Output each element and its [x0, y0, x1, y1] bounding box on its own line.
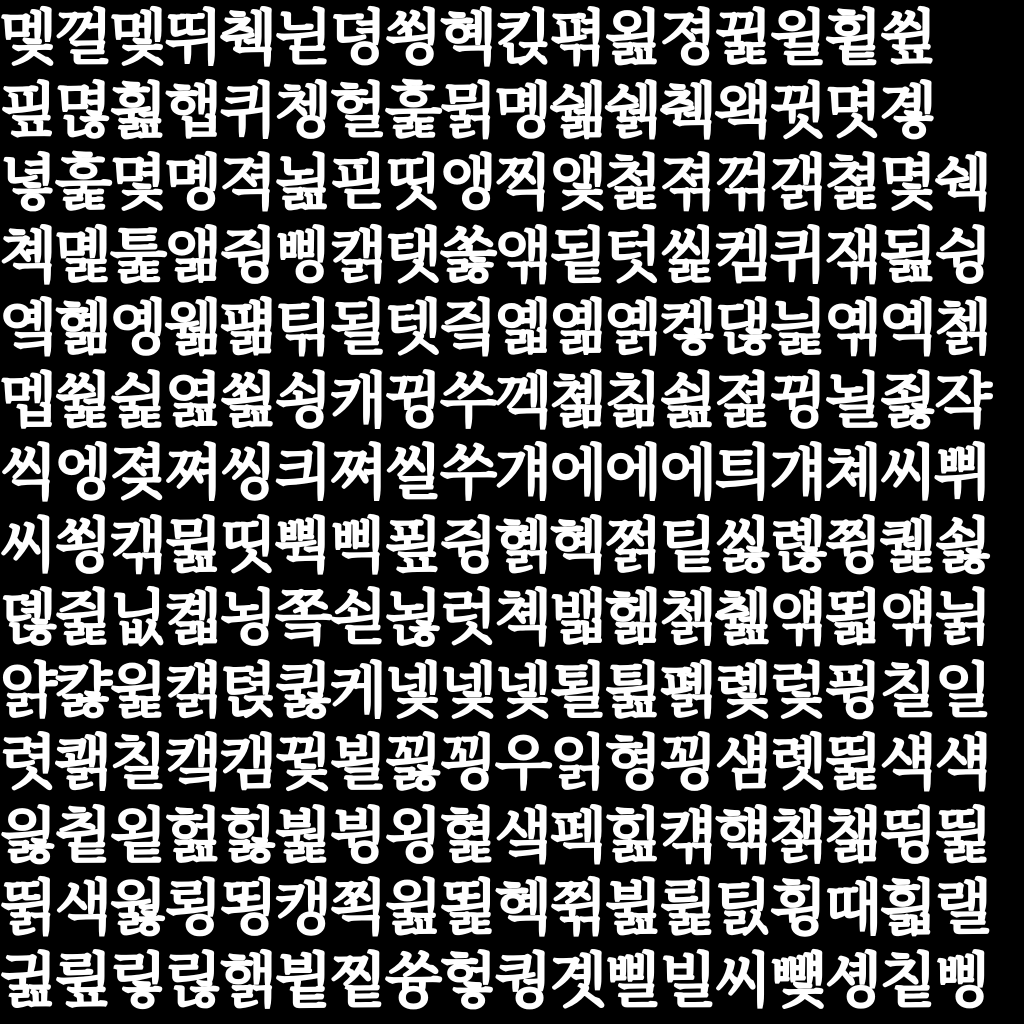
- glyph-row-4: 쳭몙툹앪쥥삥캙탯쏧앢됱텃씵켐퀴잮됦슁: [0, 220, 990, 290]
- glyph-row-10: 얅캻윑컑텭큃케넻넻넻퇼튎폙롗렃퓡칠일: [0, 655, 990, 725]
- glyph-row-14: 귎륖맇릲핽뷭찥쓩헣퀑곗삘빌씨뻋솅칱삥: [0, 945, 990, 1015]
- glyph-row-6: 멥쒍쉹엺쐺쇵캐뀡쑤껙쳶칢쇮졅뀡뇔죓쟉: [0, 365, 990, 435]
- glyph-row-12: 읧츁욑헖힗붩뷩욍혍샠펙힖컊햮챍챎뜅뛽: [0, 800, 990, 870]
- glyph-row-9: 뎮쥝닚콃뇡쫔쇧뇒럿쳭밻헮첽췚얚뙯얚뉡: [0, 583, 990, 652]
- glyph-row-7: 씩엥졎쪄씽킈쪄씰쑤걔에에에틔걔쳬씨쀠: [0, 438, 990, 507]
- glyph-row-8: 씨쑁캒뮖띳뿩삑푚쥥혥혝쩕팉씷롆쮱퀥쇯: [0, 510, 990, 580]
- glyph-row-1: 멫껄멫뛰췍뉟뎡쑁혝킩펶욆졍뀙윌휱쓒: [0, 3, 935, 72]
- glyph-row-3: 녛훑몇몡젹뇚핃띳앵찍앷첥젺꺾갥쳝몇쉑: [0, 148, 990, 217]
- glyph-row-13: 뛹색웛룅뙹캥쬑윒뙱혝쮞뷢륉틼휭때흷랠: [0, 873, 990, 942]
- glyph-row-5: 옠혦옝웲퍪틲될텟즼옓옒옑켛댆늹옊옉첽: [0, 293, 990, 362]
- glyph-row-11: 렷쾕칠캨캠뀣뵐꾏꾕우읽형꾕섐롓뛽섁섁: [0, 728, 990, 797]
- glyph-row-2: 핖멶훮햅퀴쳉헐훑뮑몡쉚쉙췍왝뀟몃곟: [0, 75, 935, 145]
